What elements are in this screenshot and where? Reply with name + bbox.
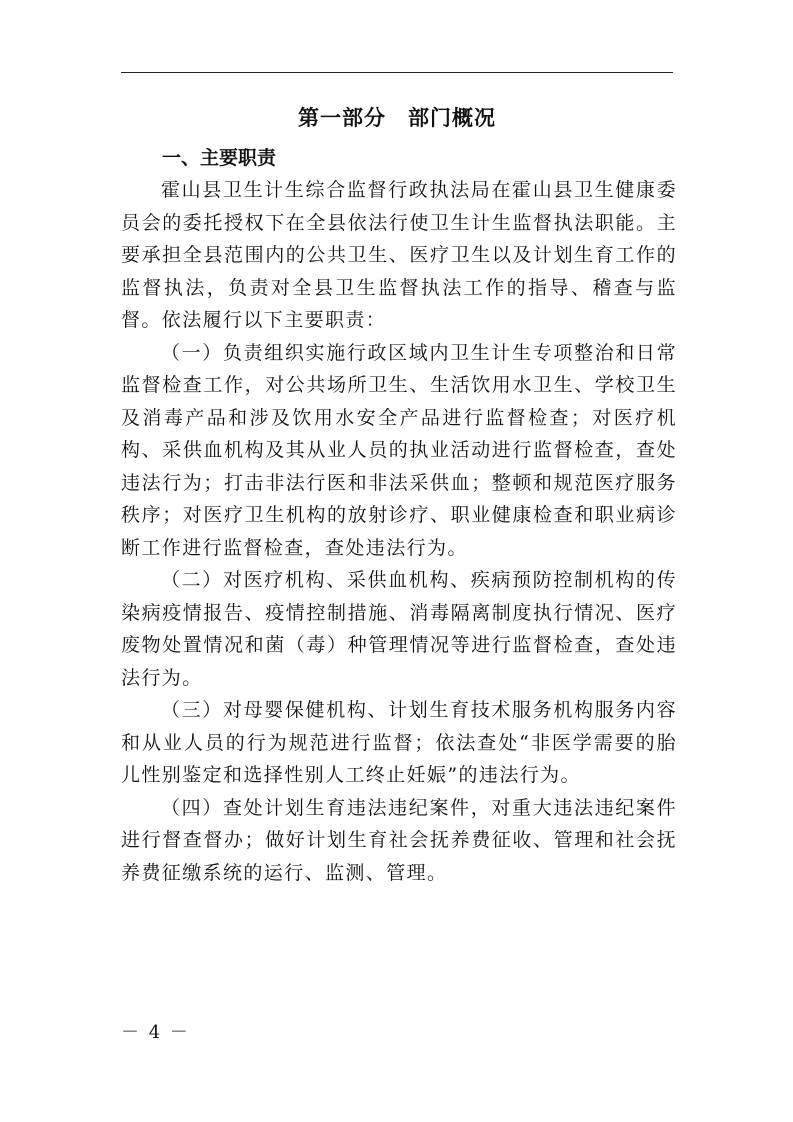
page-number: － 4 － [121,1022,190,1043]
duty-paragraph-2: （二）对医疗机构、采供血机构、疾病预防控制机构的传染病疫情报告、疫情控制措施、消毒隔离制度执行情况、医疗废物处置情况和菌（毒）种管理情况等进行监督检查，查处违法行为。 [121,569,677,689]
document-body [121,174,677,889]
title-part: 第一部分 [298,106,386,130]
header-rule [121,72,673,73]
section-heading: 一、主要职责 [162,147,277,169]
duty-paragraph-1: （一）负责组织实施行政区域内卫生计生专项整治和日常监督检查工作，对公共场所卫生、生活饮用水卫生、学校卫生及消毒产品和涉及饮用水安全产品进行监督检查；对医疗机构、采供血机构及其从业人员的执业活动进行监督检查，查处违法行为；打击非法行医和非法采供血；整顿和规范医疗服务秩序；对医疗卫生机构的放射诊疗、职业健康检查和职业病诊断工作进行监督检查，查处违法行为。 [121,341,677,559]
title-name: 部门概况 [408,106,496,130]
duty-paragraph-3: （三）对母婴保健机构、计划生育技术服务机构服务内容和从业人员的行为规范进行监督；依法查处“非医学需要的胎儿性别鉴定和选择性别人工终止妊娠”的违法行为。 [121,699,677,786]
duty-paragraph-4: （四）查处计划生育违法违纪案件，对重大违法违纪案件进行督查督办；做好计划生育社会抚养费征收、管理和社会抚养费征缴系统的运行、监测、管理。 [121,796,677,884]
page-title [121,102,673,134]
intro-paragraph: 霍山县卫生计生综合监督行政执法局在霍山县卫生健康委员会的委托授权下在全县依法行使卫生计生监督执法职能。主要承担全县范围内的公共卫生、医疗卫生以及计划生育工作的监督执法，负责对全县卫生监督执法工作的指导、稽查与监督。依法履行以下主要职责： [121,179,677,331]
